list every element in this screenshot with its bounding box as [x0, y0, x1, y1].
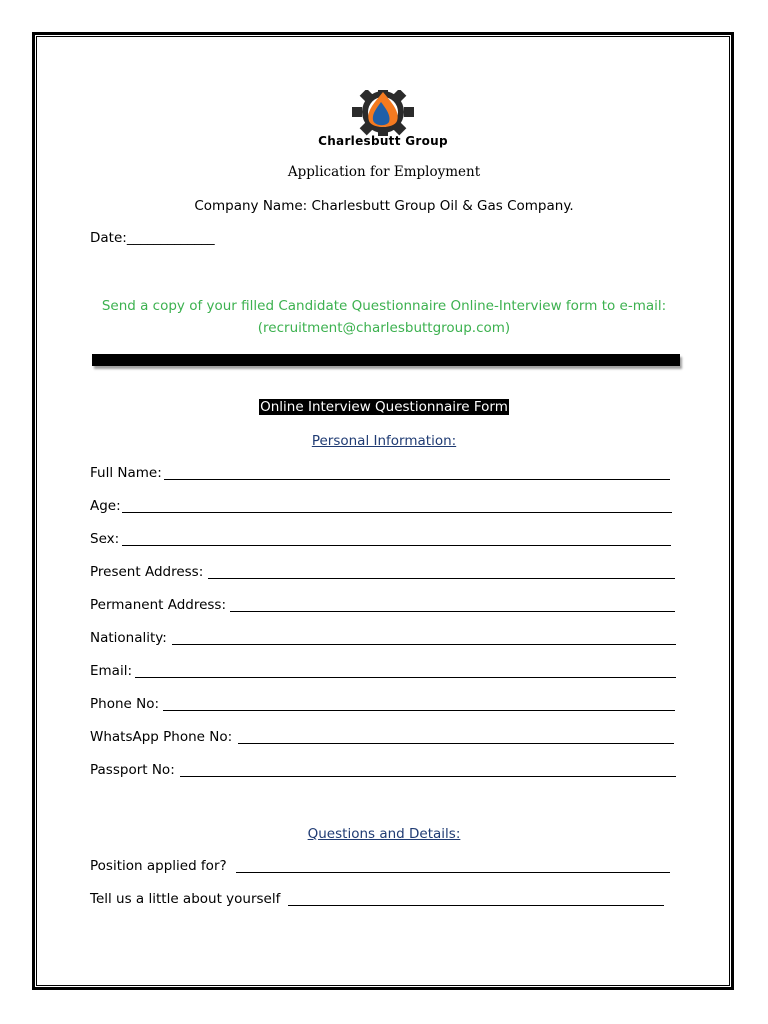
- field-label: Permanent Address:: [90, 597, 227, 613]
- divider-bar: [92, 354, 680, 366]
- answer-line[interactable]: [122, 512, 672, 513]
- field-passport[interactable]: [90, 762, 175, 780]
- answer-line[interactable]: [172, 644, 676, 645]
- answer-line[interactable]: [164, 479, 670, 480]
- field-nationality[interactable]: [90, 630, 167, 648]
- email-instruction-line-1: Send a copy of your filled Candidate Questionnaire Online-Interview form to e-mail:: [101, 298, 667, 314]
- field-permanent-address[interactable]: [90, 597, 226, 615]
- answer-line[interactable]: [163, 710, 675, 711]
- answer-line[interactable]: [230, 611, 675, 612]
- field-label: Sex:: [90, 531, 120, 547]
- field-age[interactable]: [90, 498, 121, 516]
- field-label: Tell us a little about yourself: [90, 891, 281, 907]
- personal-info-heading: Personal Information:: [311, 433, 457, 449]
- email-instruction: [36, 295, 732, 339]
- company-logo: [283, 90, 483, 152]
- application-title: Application for Employment: [287, 164, 481, 180]
- questions-heading: Questions and Details:: [307, 826, 461, 842]
- company-name: Company Name: Charlesbutt Group Oil & Gas Company.: [194, 198, 574, 214]
- field-label: Passport No:: [90, 762, 175, 778]
- field-full-name[interactable]: [90, 465, 162, 483]
- field-label: Nationality:: [90, 630, 167, 646]
- email-address[interactable]: (recruitment@charlesbuttgroup.com): [257, 320, 511, 336]
- answer-line[interactable]: [238, 743, 674, 744]
- answer-line[interactable]: [122, 545, 671, 546]
- field-email[interactable]: [90, 663, 132, 681]
- answer-line[interactable]: [288, 905, 664, 906]
- field-about-yourself[interactable]: [90, 891, 280, 909]
- field-whatsapp-phone[interactable]: [90, 729, 232, 747]
- field-label: WhatsApp Phone No:: [90, 729, 233, 745]
- date-field[interactable]: Date:_____________: [90, 230, 215, 246]
- field-sex[interactable]: [90, 531, 119, 549]
- answer-line[interactable]: [135, 677, 676, 678]
- field-phone[interactable]: [90, 696, 159, 714]
- answer-line[interactable]: [208, 578, 675, 579]
- field-position-applied[interactable]: [90, 858, 227, 876]
- answer-line[interactable]: [180, 776, 676, 777]
- field-label: Phone No:: [90, 696, 160, 712]
- form-title-row: [36, 399, 732, 415]
- field-label: Position applied for?: [90, 858, 227, 874]
- form-title: Online Interview Questionnaire Form: [260, 399, 508, 415]
- answer-line[interactable]: [236, 872, 670, 873]
- logo-wordmark: Charlesbutt Group: [318, 134, 448, 148]
- field-label: Age:: [90, 498, 121, 514]
- field-present-address[interactable]: [90, 564, 203, 582]
- gear-flame-icon: [283, 90, 483, 136]
- field-label: Email:: [90, 663, 133, 679]
- field-label: Present Address:: [90, 564, 204, 580]
- field-label: Full Name:: [90, 465, 162, 481]
